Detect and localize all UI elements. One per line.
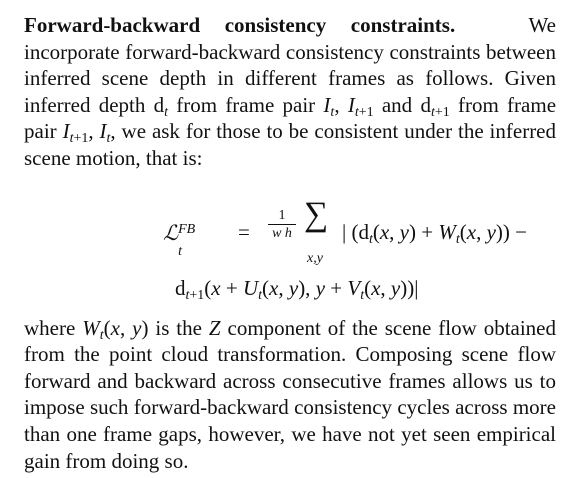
- intro-text-b: from frame pair: [176, 92, 316, 117]
- inline-math-z: Z: [208, 315, 221, 340]
- section-heading: Forward-backward consistency constraints.: [24, 13, 456, 37]
- intro-text-e: , we ask for those to be consistent under the inferred scene motion, that is:: [24, 119, 557, 170]
- equation-line-1: | ($d_t(x$, $y) + W_t(x$, y)) −: [342, 219, 527, 247]
- inline-math-dt1: $d_{t+1}$: [420, 92, 450, 120]
- expl-text-b: is the: [155, 315, 202, 340]
- intro-text-d: from frame pair: [24, 92, 557, 144]
- line2-depth: d: [175, 275, 186, 300]
- summation-symbol: ∑: [304, 195, 329, 233]
- inline-math-dt: $d_t$: [153, 92, 168, 120]
- fraction-numerator: 1: [278, 207, 286, 223]
- inline-math-frames-2: $I_{t+1}$, $I_t$: [62, 119, 111, 147]
- equation-line-2: $d_{t+1}(x + U_t(x$, y), $y + V_t(x$, y))|: [175, 275, 419, 303]
- equation-lhs: ℒ FB t: [163, 220, 196, 259]
- paragraph-explanation: [24, 315, 556, 475]
- paper-text: [24, 12, 556, 474]
- inline-math-wt: $W_t(x$, y): [82, 315, 149, 343]
- paragraph-intro: [24, 12, 556, 172]
- intro-text-a: We incorporate forward-backward consistency constraints between inferred scene depth in different frames as follows. Given inferred depth: [24, 13, 556, 117]
- equals-sign: =: [238, 219, 250, 244]
- fraction-denominator: w h: [272, 225, 292, 241]
- fraction-bar: [268, 224, 296, 225]
- loss-symbol: ℒ: [163, 220, 179, 245]
- normalizing-fraction: [268, 208, 296, 241]
- intro-text-c: and: [381, 92, 413, 117]
- expl-text-c: component of the scene flow obtained from the point cloud transformation. Composing scene flow forward and backward across consecutive frames allows us to impose such forward-backward consistency cycles across more than one frame gaps, however, we have not yet seen empirical gain from doing so.: [24, 315, 556, 473]
- summation-index: x,y: [307, 250, 323, 266]
- expl-text-a: where: [24, 315, 76, 340]
- inline-math-frames-1: $I_t$, $I_{t+1}$: [323, 92, 374, 120]
- display-equation: [24, 188, 556, 303]
- line1-open: | (d: [342, 219, 369, 244]
